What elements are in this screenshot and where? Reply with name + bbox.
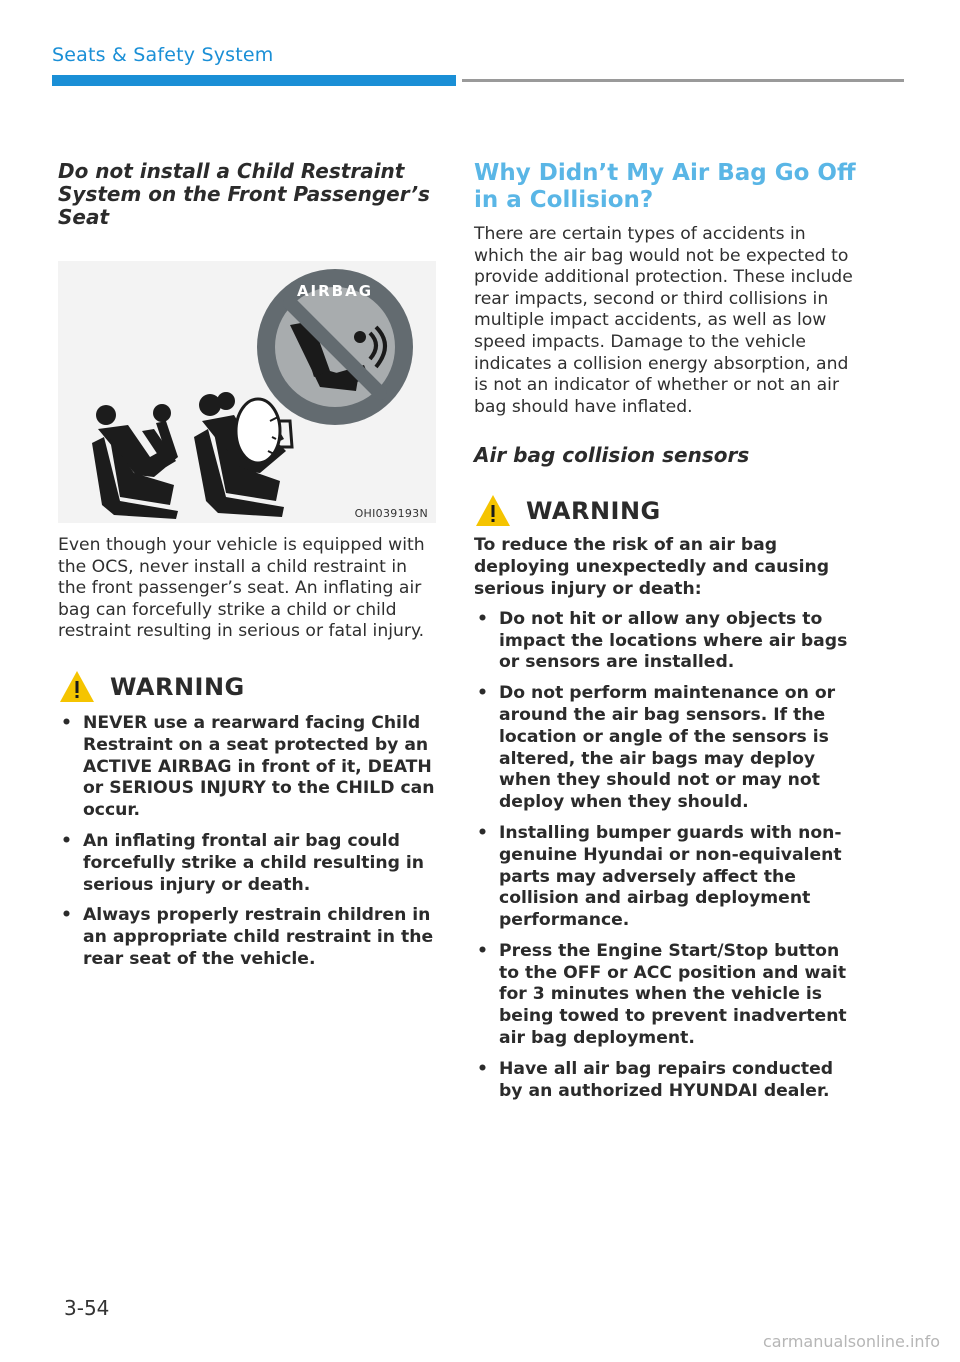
page-number: 3-54: [64, 1296, 110, 1320]
warning-triangle-icon: [58, 669, 96, 705]
list-item: • Always properly restrain children in an appropriate child restraint in the rear seat of the vehicle.: [58, 905, 436, 970]
warning-list-left: [58, 713, 436, 971]
warning-triangle-icon: [474, 493, 512, 529]
list-item: • An inflating frontal air bag could forcefully strike a child resulting in serious injury or death.: [58, 831, 436, 896]
warning-intro: To reduce the risk of an air bag deploying unexpectedly and causing serious injury or death:: [474, 535, 830, 599]
list-item: • NEVER use a rearward facing Child Restraint on a seat protected by an ACTIVE AIRBAG in front of it, DEATH or SERIOUS INJURY to the CHILD can occur.: [58, 713, 436, 822]
warning-title: WARNING: [110, 672, 245, 701]
list-item: • Press the Engine Start/Stop button to the OFF or ACC position and wait for 3 minutes when the vehicle is being towed to prevent inadvertent air bag deployment.: [474, 941, 858, 1050]
list-item: • Installing bumper guards with non-genuine Hyundai or non-equivalent parts may adversely affect the collision and airbag deployment performance.: [474, 823, 858, 932]
list-item: • Do not perform maintenance on or around the air bag sensors. If the location or angle of the sensors is altered, the air bags may deploy when they should not or may not deploy when they should.: [474, 683, 858, 814]
watermark: carmanualsonline.info: [762, 1332, 940, 1351]
airbag-explanation-paragraph: There are certain types of accidents in which the air bag would not be expected to provide additional protection. These include rear impacts, second or third collisions in multiple impact accidents, as well as low speed impacts. Damage to the vehicle indicates a collision energy absorption, and is not an indicator of whether or not an air bag should have inflated.: [474, 224, 853, 417]
figure-code: OHI039193N: [354, 507, 428, 520]
section-heading: Why Didn’t My Air Bag Go Off in a Collision?: [474, 160, 856, 213]
list-item: • Do not hit or allow any objects to impact the locations where air bags or sensors are installed.: [474, 609, 858, 674]
header-accent-bar: [52, 75, 456, 86]
airbag-figure: [58, 261, 436, 523]
left-column: [58, 160, 436, 980]
warning-list-right: [474, 609, 858, 1103]
child-seat-airbag-illustration: [58, 261, 436, 523]
child-restraint-paragraph: Even though your vehicle is equipped with the OCS, never install a child restraint in the front passenger’s seat. An inflating air bag can forcefully strike a child or child restraint resulting in serious or fatal injury.: [58, 535, 425, 642]
warning-title: WARNING: [526, 497, 661, 526]
header-rule: [462, 79, 904, 82]
collision-sensors-subheading: Air bag collision sensors: [474, 443, 750, 468]
header-title: Seats & Safety System: [52, 44, 274, 66]
airbag-sign-text: AIRBAG: [296, 282, 374, 300]
warning-header-right: [474, 493, 858, 529]
list-item: • Have all air bag repairs conducted by an authorized HYUNDAI dealer.: [474, 1059, 858, 1103]
right-column: [474, 160, 858, 1111]
child-restraint-subheading: Do not install a Child Restraint System on the Front Passenger’s Seat: [58, 159, 430, 229]
warning-header-left: [58, 669, 436, 705]
